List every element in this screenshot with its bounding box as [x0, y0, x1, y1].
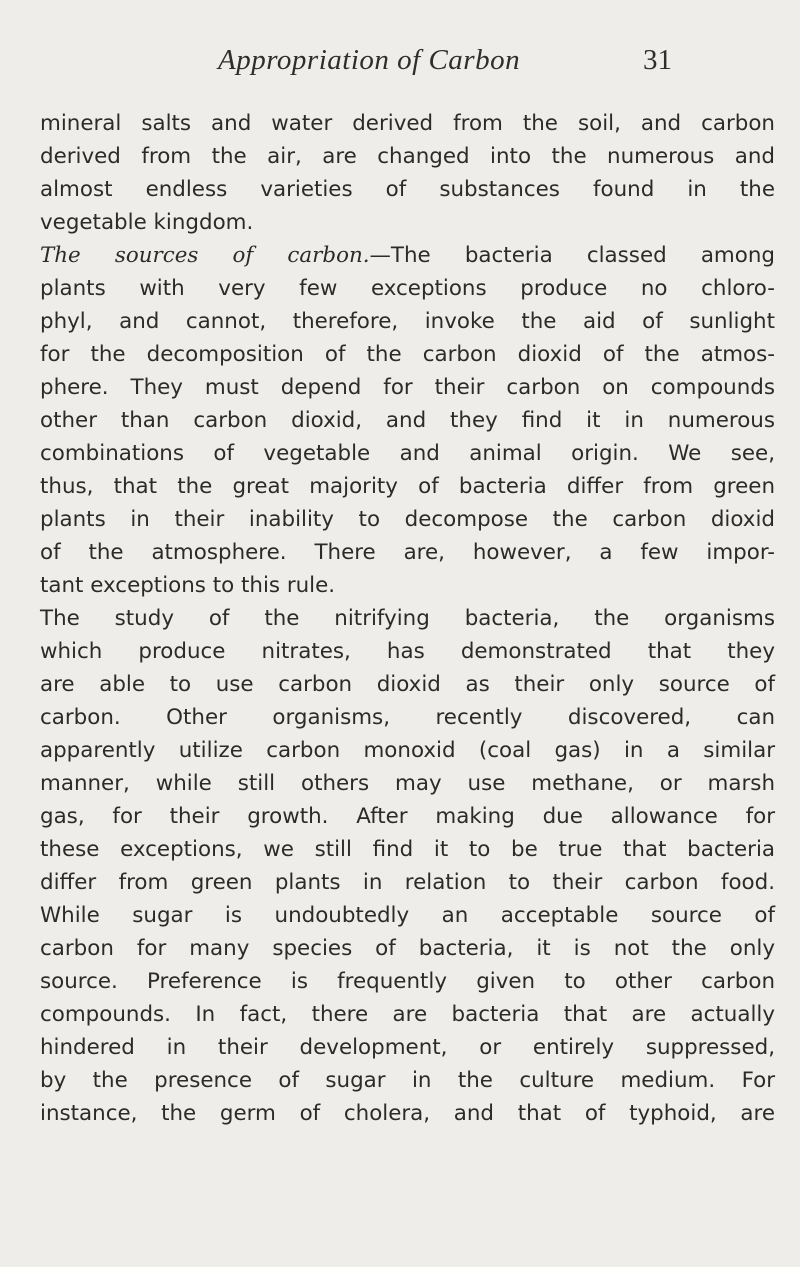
- text-line: almost endless varieties of substances found in the: [40, 177, 775, 202]
- text-line: thus, that the great majority of bacteria differ from green: [40, 474, 775, 499]
- text-line: of the atmosphere. There are, however, a few impor-: [40, 540, 775, 565]
- text-line: While sugar is undoubtedly an acceptable source of: [40, 903, 775, 928]
- text-line: plants in their inability to decompose the carbon dioxid: [40, 507, 775, 532]
- text-line: other than carbon dioxid, and they find it in numerous: [40, 408, 775, 433]
- text-line: source. Preference is frequently given to other carbon: [40, 969, 775, 994]
- text-line: derived from the air, are changed into the numerous and: [40, 144, 775, 169]
- text-line: hindered in their development, or entirely suppressed,: [40, 1035, 775, 1060]
- running-title: Appropriation of Carbon: [218, 44, 521, 76]
- section-heading-line: [40, 239, 775, 272]
- running-head: [0, 44, 800, 84]
- text-line: apparently utilize carbon monoxid (coal gas) in a similar: [40, 738, 775, 763]
- text-line: tant exceptions to this rule.: [40, 573, 336, 598]
- text-line: differ from green plants in relation to their carbon food.: [40, 870, 775, 895]
- body-text: [40, 107, 775, 1130]
- text-line: these exceptions, we still find it to be true that bacteria: [40, 837, 775, 862]
- text-line: which produce nitrates, has demonstrated that they: [40, 639, 775, 664]
- text-line: by the presence of sugar in the culture medium. For: [40, 1068, 775, 1093]
- text-line: carbon. Other organisms, recently discovered, can: [40, 705, 775, 730]
- text-line: for the decomposition of the carbon dioxid of the atmos-: [40, 342, 775, 367]
- text-line: vegetable kingdom.: [40, 210, 254, 235]
- page-number: 31: [643, 44, 672, 76]
- text-line: phyl, and cannot, therefore, invoke the aid of sunlight: [40, 309, 775, 334]
- text-line: are able to use carbon dioxid as their only source of: [40, 672, 775, 697]
- text-line: compounds. In fact, there are bacteria that are actually: [40, 1002, 775, 1027]
- text-line: carbon for many species of bacteria, it is not the only: [40, 936, 775, 961]
- text-line: gas, for their growth. After making due allowance for: [40, 804, 775, 829]
- text-line: plants with very few exceptions produce no chloro-: [40, 276, 775, 301]
- text-line: The study of the nitrifying bacteria, the organisms: [40, 606, 775, 631]
- text-fragment: —The bacteria classed among: [369, 243, 775, 268]
- text-line: mineral salts and water derived from the soil, and carbon: [40, 111, 775, 136]
- text-line: instance, the germ of cholera, and that of typhoid, are: [40, 1101, 775, 1126]
- section-heading: The sources of carbon.: [40, 243, 370, 268]
- text-line: manner, while still others may use methane, or marsh: [40, 771, 775, 796]
- text-line: combinations of vegetable and animal origin. We see,: [40, 441, 775, 466]
- text-line: phere. They must depend for their carbon on compounds: [40, 375, 775, 400]
